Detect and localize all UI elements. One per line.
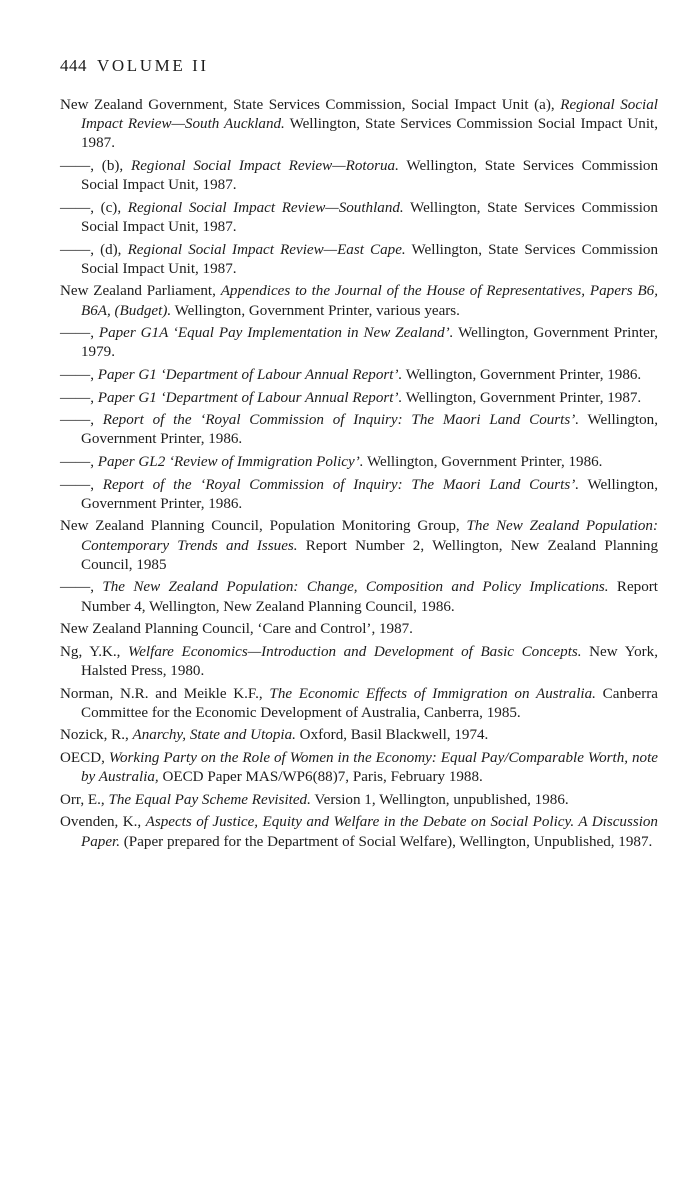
reference-author: ——, — [60, 579, 103, 596]
reference-entry — [60, 578, 658, 616]
reference-entry — [60, 282, 658, 320]
reference-publication: Wellington, State Services Commission Social Impact Unit, 1987. — [81, 199, 658, 235]
reference-publication: Wellington, Government Printer, 1986. — [402, 366, 642, 383]
page-number: 444 — [60, 56, 87, 75]
reference-publication: Wellington, Government Printer, 1979. — [81, 325, 659, 361]
reference-publication: Wellington, State Services Commission Social Impact Unit, 1987. — [81, 116, 658, 152]
volume-label: VOLUME II — [97, 56, 209, 75]
reference-publication: Wellington, Government Printer, 1986. — [81, 412, 658, 448]
reference-entry — [60, 366, 658, 385]
reference-author: New Zealand Planning Council, ‘Care and Control’, 1987. — [60, 621, 413, 638]
reference-title: Report of the ‘Royal Commission of Inquiry: The Maori Land Courts’. — [102, 476, 580, 493]
reference-publication: Version 1, Wellington, unpublished, 1986. — [310, 791, 569, 808]
reference-entry — [60, 643, 658, 681]
reference-entry — [60, 389, 658, 408]
reference-publication: Wellington, State Services Commission Social Impact Unit, 1987. — [81, 158, 658, 194]
reference-entry — [60, 199, 658, 237]
reference-entry — [60, 813, 658, 851]
reference-entry — [60, 749, 658, 787]
reference-author: New Zealand Planning Council, Population Monitoring Group, — [60, 518, 467, 535]
reference-author: New Zealand Parliament, — [60, 283, 221, 300]
reference-title: Aspects of Justice, Equity and Welfare in the Debate on Social Policy. A Discussion Paper. — [81, 814, 658, 850]
reference-author: Ng, Y.K., — [60, 643, 129, 660]
reference-entry — [60, 241, 658, 279]
reference-title: Paper G1 ‘Department of Labour Annual Report’. — [97, 389, 403, 406]
reference-author: Nozick, R., — [60, 727, 133, 744]
reference-author: ——, — [60, 389, 98, 406]
reference-author: ——, — [60, 453, 98, 470]
reference-list — [60, 96, 658, 855]
reference-title: Report of the ‘Royal Commission of Inquiry: The Maori Land Courts’. — [102, 412, 580, 429]
reference-author: Orr, E., — [60, 791, 109, 808]
reference-entry — [60, 96, 658, 154]
reference-entry — [60, 411, 658, 449]
reference-title: Regional Social Impact Review—Southland. — [127, 199, 404, 216]
reference-author: ——, (b), — [60, 158, 131, 174]
reference-author: New Zealand Government, State Services Commission, Social Impact Unit (a), — [60, 97, 561, 113]
reference-title: Paper GL2 ‘Review of Immigration Policy’. — [97, 453, 364, 470]
reference-publication: (Paper prepared for the Department of Social Welfare), Wellington, Unpublished, 1987. — [120, 833, 653, 850]
reference-entry — [60, 726, 658, 745]
reference-author: ——, — [60, 476, 103, 493]
reference-author: ——, — [60, 412, 103, 429]
reference-title: Paper G1A ‘Equal Pay Implementation in New Zealand’. — [98, 325, 454, 342]
reference-entry — [60, 791, 658, 810]
reference-publication: Canberra Committee for the Economic Development of Australia, Canberra, 1985. — [81, 685, 658, 721]
reference-author: Ovenden, K., — [60, 814, 146, 831]
reference-entry — [60, 517, 658, 575]
reference-publication: Oxford, Basil Blackwell, 1974. — [295, 727, 489, 744]
reference-title: The New Zealand Population: Change, Composition and Policy Implications. — [102, 579, 609, 596]
reference-publication: Report Number 4, Wellington, New Zealand Planning Council, 1986. — [81, 579, 659, 615]
reference-author: ——, — [60, 366, 98, 383]
reference-author: ——, (d), — [60, 241, 128, 258]
reference-author: ——, — [60, 325, 99, 342]
reference-publication: Report Number 2, Wellington, New Zealand Planning Council, 1985 — [81, 537, 658, 573]
reference-entry — [60, 476, 658, 514]
reference-title: Welfare Economics—Introduction and Development of Basic Concepts. — [128, 643, 582, 660]
reference-title: Anarchy, State and Utopia. — [132, 727, 296, 744]
running-head — [60, 56, 209, 76]
reference-publication: Wellington, Government Printer, 1986. — [81, 476, 658, 512]
reference-publication: Wellington, Government Printer, various years. — [171, 302, 460, 319]
reference-publication: Wellington, Government Printer, 1987. — [402, 389, 642, 406]
reference-title: The Equal Pay Scheme Revisited. — [108, 791, 311, 808]
reference-title: Paper G1 ‘Department of Labour Annual Report’. — [97, 366, 403, 383]
reference-publication: Wellington, State Services Commission Social Impact Unit, 1987. — [81, 241, 658, 277]
reference-title: Regional Social Impact Review—East Cape. — [127, 241, 406, 258]
reference-title: Regional Social Impact Review—Rotorua. — [131, 158, 399, 174]
reference-author: Norman, N.R. and Meikle K.F., — [60, 685, 270, 702]
reference-publication: Wellington, Government Printer, 1986. — [363, 453, 603, 470]
reference-entry — [60, 685, 658, 723]
reference-publication: New York, Halsted Press, 1980. — [81, 643, 658, 679]
reference-publication: OECD Paper MAS/WP6(88)7, Paris, February 1988. — [158, 769, 483, 786]
reference-entry — [60, 157, 658, 195]
reference-title: Regional Social Impact Review—South Auckland. — [81, 97, 658, 133]
reference-title: The Economic Effects of Immigration on Australia. — [269, 685, 596, 702]
reference-entry — [60, 324, 658, 362]
reference-entry — [60, 620, 658, 639]
reference-title: The New Zealand Population: Contemporary Trends and Issues. — [81, 518, 658, 554]
reference-author: OECD, — [60, 749, 109, 766]
reference-title: Appendices to the Journal of the House of Representatives, Papers B6, B6A, (Budget). — [81, 283, 658, 319]
reference-title: Working Party on the Role of Women in the Economy: Equal Pay/Comparable Worth, note by Australia, — [81, 749, 658, 786]
reference-author: ——, (c), — [60, 199, 128, 216]
reference-entry — [60, 453, 658, 472]
